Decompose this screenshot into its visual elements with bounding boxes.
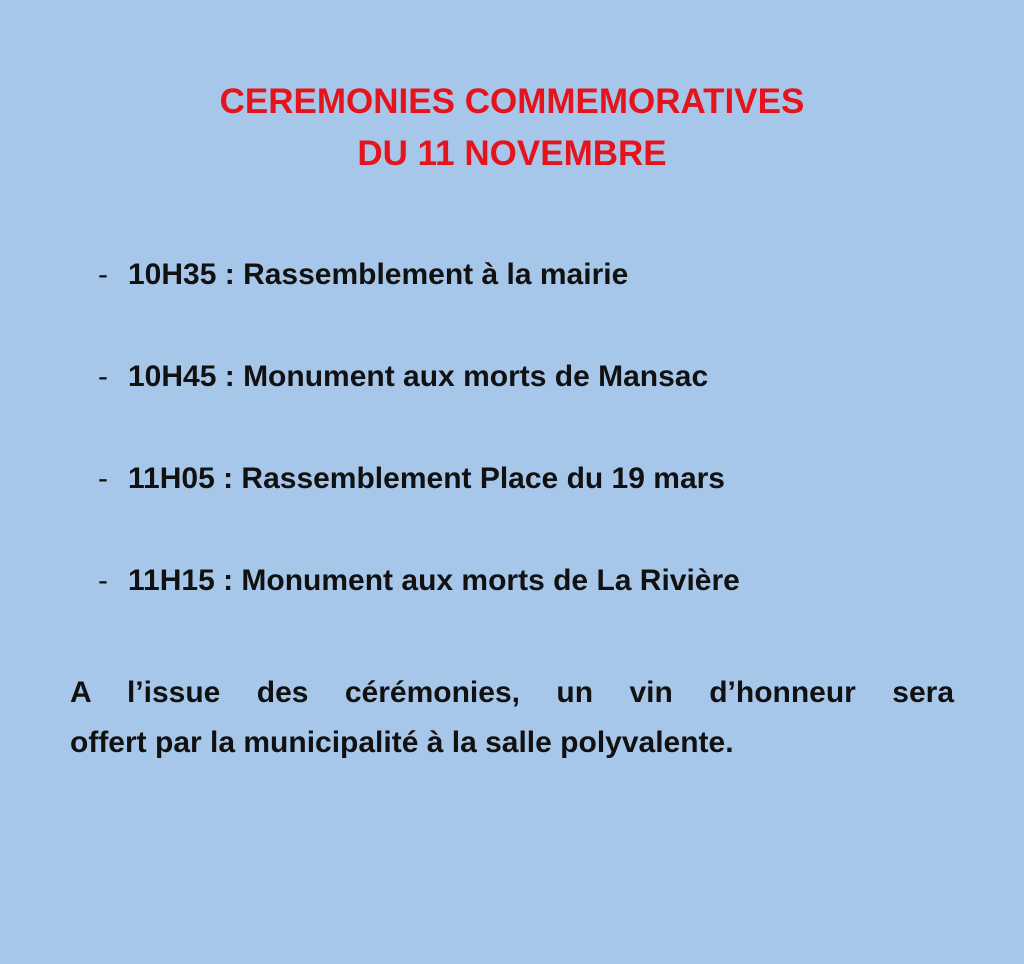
schedule-item-text: 10H45 : Monument aux morts de Mansac xyxy=(128,360,709,393)
title-line-2: DU 11 NOVEMBRE xyxy=(357,134,667,173)
schedule-item-text: 11H15 : Monument aux morts de La Rivière xyxy=(128,564,740,597)
schedule-item-text: 10H35 : Rassemblement à la mairie xyxy=(128,258,629,291)
page-title xyxy=(0,76,1024,180)
bullet-dash: - xyxy=(98,462,108,495)
bullet-dash: - xyxy=(98,564,108,597)
schedule-item xyxy=(98,252,978,354)
note-line-2: offert par la municipalité à la salle polyvalente. xyxy=(70,726,734,759)
schedule-item xyxy=(98,558,978,660)
note-line-1: A l’issue des cérémonies, un vin d’honneur sera xyxy=(70,676,954,709)
title-line-1: CEREMONIES COMMEMORATIVES xyxy=(219,82,805,121)
schedule-list xyxy=(98,252,978,660)
bullet-dash: - xyxy=(98,360,108,393)
schedule-item xyxy=(98,456,978,558)
schedule-item-text: 11H05 : Rassemblement Place du 19 mars xyxy=(128,462,725,495)
closing-note xyxy=(70,668,954,768)
bullet-dash: - xyxy=(98,258,108,291)
schedule-item xyxy=(98,354,978,456)
